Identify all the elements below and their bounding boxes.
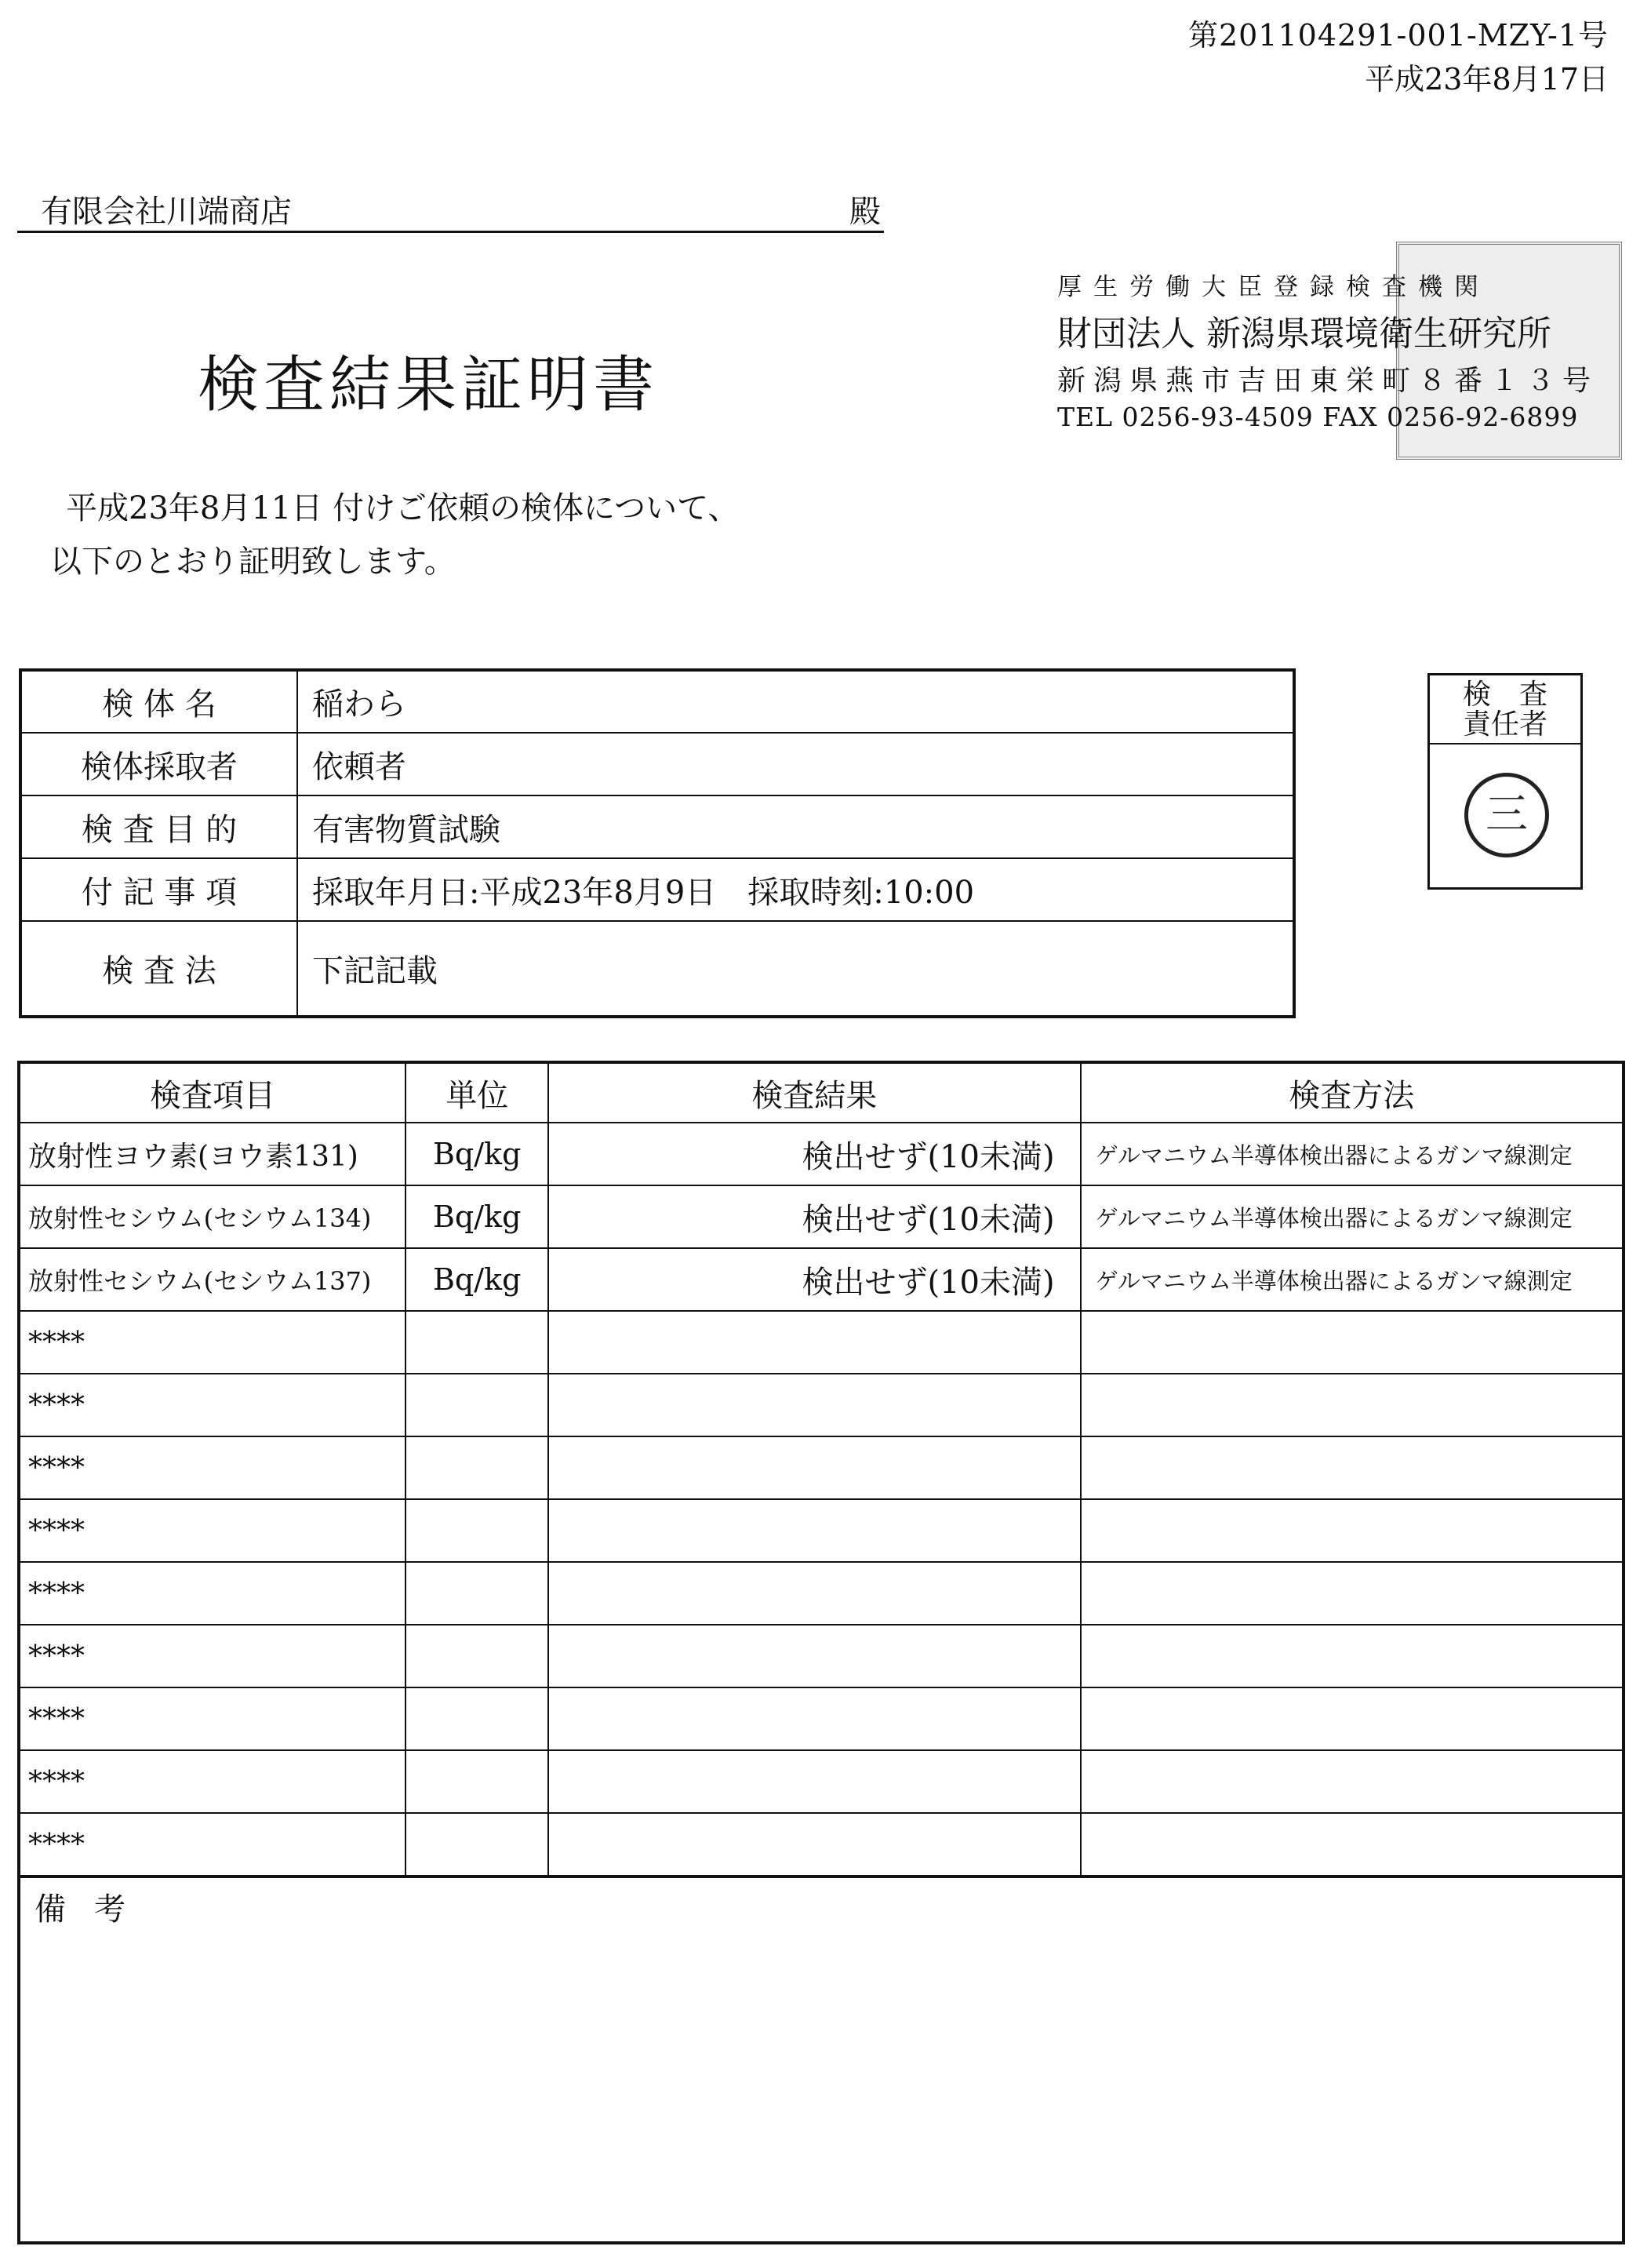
result-unit	[405, 1374, 548, 1436]
results-row	[19, 1687, 1624, 1750]
result-item: 放射性セシウム(セシウム134)	[19, 1185, 405, 1248]
header-unit: 単位	[405, 1062, 548, 1123]
inspector-label-line-1: 検 査	[1462, 679, 1547, 711]
result-value	[548, 1499, 1081, 1562]
result-value	[548, 1436, 1081, 1499]
recipient-honorific: 殿	[849, 194, 881, 230]
result-item: ****	[19, 1562, 405, 1625]
result-method	[1081, 1499, 1624, 1562]
result-item: ****	[19, 1625, 405, 1687]
issuer-registration: 厚生労働大臣登録検査機関	[1057, 273, 1490, 301]
sample-info-value: 有害物質試験	[297, 795, 1294, 858]
result-method	[1081, 1311, 1624, 1374]
result-unit	[405, 1311, 548, 1374]
result-method: ゲルマニウム半導体検出器によるガンマ線測定	[1081, 1185, 1624, 1248]
result-unit: Bq/kg	[405, 1185, 548, 1248]
sample-info-label: 検 査 法	[20, 921, 297, 1017]
results-header-row	[19, 1062, 1624, 1123]
result-item: ****	[19, 1813, 405, 1877]
issuer-name: 財団法人 新潟県環境衛生研究所	[1057, 314, 1551, 354]
result-item: 放射性セシウム(セシウム137)	[19, 1248, 405, 1311]
recipient-line	[17, 184, 884, 233]
results-row	[19, 1436, 1624, 1499]
result-unit	[405, 1687, 548, 1750]
intro-line-2: 以下のとおり証明致します。	[50, 544, 456, 580]
sample-info-value: 稲わら	[297, 670, 1294, 733]
inspector-label	[1430, 675, 1580, 744]
results-row	[19, 1499, 1624, 1562]
sample-info-row	[20, 858, 1294, 921]
result-value	[548, 1625, 1081, 1687]
result-item: ****	[19, 1499, 405, 1562]
issuer-block	[1057, 267, 1616, 432]
result-method	[1081, 1813, 1624, 1877]
result-method	[1081, 1562, 1624, 1625]
result-value	[548, 1687, 1081, 1750]
results-row	[19, 1311, 1624, 1374]
document-title: 検査結果証明書	[198, 350, 660, 420]
header-method: 検査方法	[1081, 1062, 1624, 1123]
result-item: ****	[19, 1750, 405, 1813]
result-unit: Bq/kg	[405, 1248, 548, 1311]
results-table	[17, 1061, 1625, 1878]
result-value	[548, 1374, 1081, 1436]
result-method	[1081, 1687, 1624, 1750]
result-value: 検出せず(10未満)	[548, 1123, 1081, 1185]
result-unit	[405, 1436, 548, 1499]
results-row	[19, 1750, 1624, 1813]
sample-info-value: 下記記載	[297, 921, 1294, 1017]
sample-info-row	[20, 921, 1294, 1017]
result-method	[1081, 1750, 1624, 1813]
sample-info-value: 依頼者	[297, 733, 1294, 795]
results-row	[19, 1562, 1624, 1625]
sample-info-table	[19, 668, 1296, 1018]
issuer-address: 新潟県燕市吉田東栄町８番１３号	[1057, 365, 1599, 397]
result-method	[1081, 1436, 1624, 1499]
inspector-label-line-2: 責任者	[1462, 708, 1547, 741]
inspector-box	[1427, 673, 1583, 890]
result-unit	[405, 1813, 548, 1877]
results-row	[19, 1625, 1624, 1687]
remarks-box	[17, 1877, 1625, 2244]
result-value: 検出せず(10未満)	[548, 1185, 1081, 1248]
sample-info-label: 付 記 事 項	[20, 858, 297, 921]
results-row	[19, 1813, 1624, 1877]
result-value: 検出せず(10未満)	[548, 1248, 1081, 1311]
result-value	[548, 1813, 1081, 1877]
result-unit	[405, 1625, 548, 1687]
results-row	[19, 1248, 1624, 1311]
result-method: ゲルマニウム半導体検出器によるガンマ線測定	[1081, 1248, 1624, 1311]
sample-info-label: 検 査 目 的	[20, 795, 297, 858]
result-method	[1081, 1625, 1624, 1687]
sample-info-row	[20, 795, 1294, 858]
remarks-label: 備考	[35, 1891, 154, 1928]
intro-text	[50, 482, 740, 588]
result-method	[1081, 1374, 1624, 1436]
recipient-name: 有限会社川端商店	[41, 194, 292, 230]
header-item: 検査項目	[19, 1062, 405, 1123]
result-value	[548, 1311, 1081, 1374]
sample-info-row	[20, 670, 1294, 733]
result-item: 放射性ヨウ素(ヨウ素131)	[19, 1123, 405, 1185]
result-item: ****	[19, 1311, 405, 1374]
sample-info-label: 検 体 名	[20, 670, 297, 733]
issuer-contact: TEL 0256-93-4509 FAX 0256-92-6899	[1057, 402, 1579, 432]
result-value	[548, 1562, 1081, 1625]
result-value	[548, 1750, 1081, 1813]
results-row	[19, 1374, 1624, 1436]
sample-info-label: 検体採取者	[20, 733, 297, 795]
document-number: 第201104291-001-MZY-1号	[1187, 18, 1609, 53]
result-item: ****	[19, 1436, 405, 1499]
results-row	[19, 1185, 1624, 1248]
sample-info-row	[20, 733, 1294, 795]
result-method: ゲルマニウム半導体検出器によるガンマ線測定	[1081, 1123, 1624, 1185]
results-row	[19, 1123, 1624, 1185]
result-unit	[405, 1750, 548, 1813]
result-unit	[405, 1562, 548, 1625]
result-unit	[405, 1499, 548, 1562]
sample-info-value: 採取年月日:平成23年8月9日 採取時刻:10:00	[297, 858, 1294, 921]
intro-line-1: 平成23年8月11日 付けご依頼の検体について、	[66, 490, 740, 526]
issue-date: 平成23年8月17日	[1365, 62, 1609, 96]
header-result: 検査結果	[548, 1062, 1081, 1123]
result-item: ****	[19, 1374, 405, 1436]
result-unit: Bq/kg	[405, 1123, 548, 1185]
result-item: ****	[19, 1687, 405, 1750]
inspector-seal-stamp: 三	[1464, 773, 1549, 857]
